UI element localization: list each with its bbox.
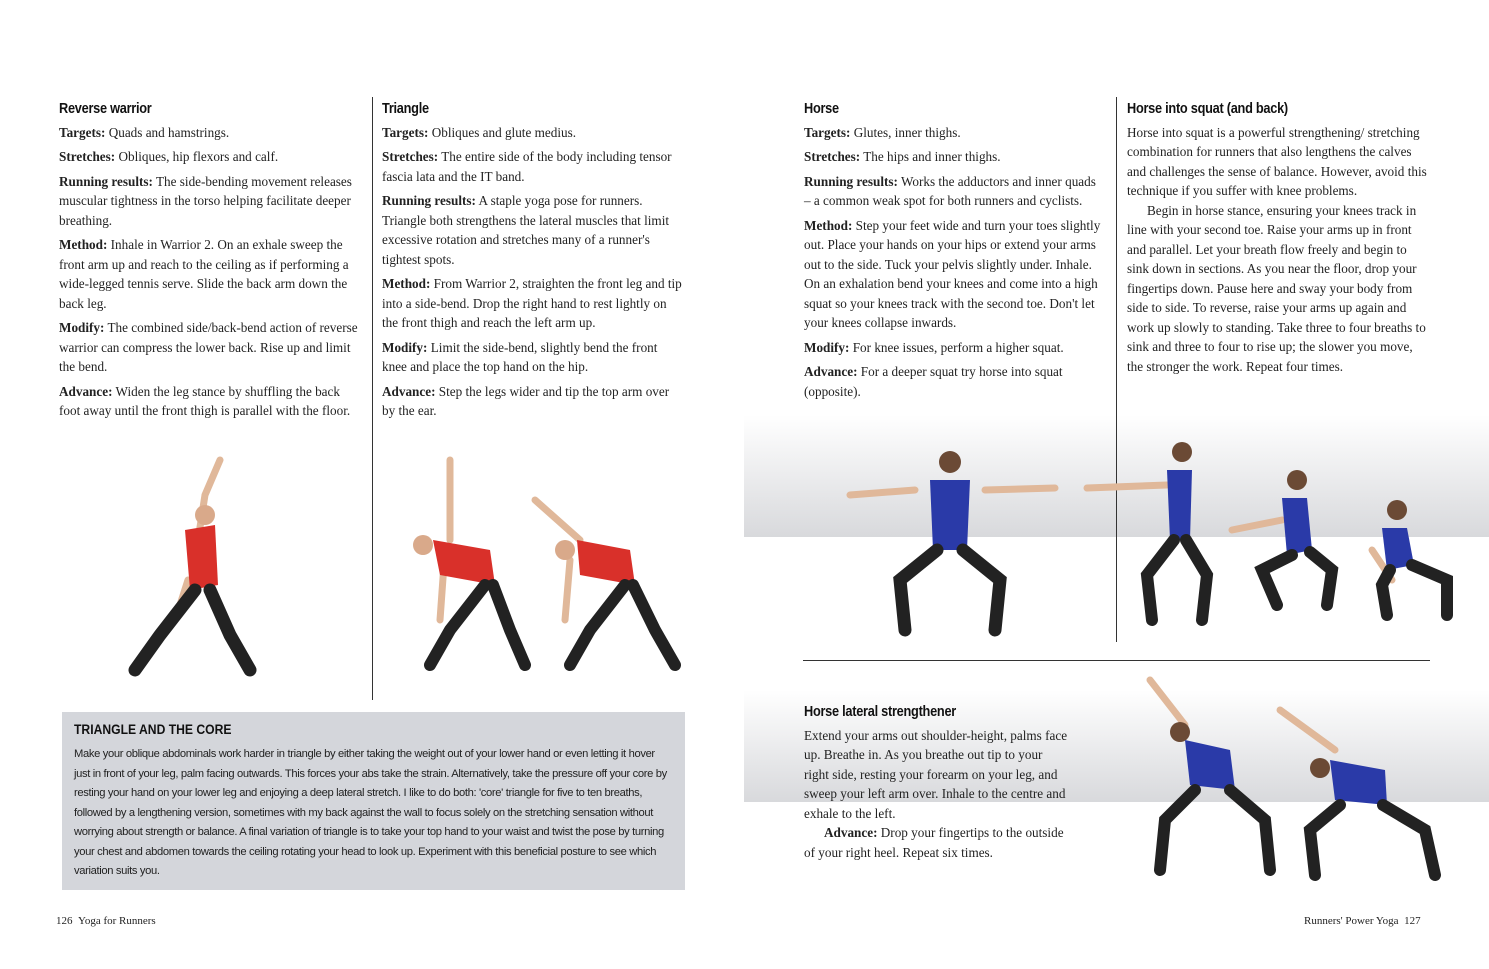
text: Obliques, hip flexors and calf.	[115, 149, 279, 164]
label: Running results:	[59, 173, 153, 189]
sidebar-box	[62, 712, 685, 890]
label: Targets:	[59, 124, 106, 140]
reverse-warrior-photo	[110, 455, 270, 685]
running-title: Yoga for Runners	[78, 915, 156, 927]
page-number: 127	[1404, 915, 1421, 927]
label: Method:	[382, 276, 431, 291]
section-title: Triangle	[382, 101, 429, 117]
triangle-photo-2	[525, 450, 685, 680]
label: Running results:	[804, 173, 898, 189]
label: Stretches:	[59, 149, 116, 164]
label: Modify:	[382, 339, 428, 355]
horse-squat-section	[1127, 100, 1432, 376]
label: Stretches:	[804, 149, 861, 164]
section-title: Horse into squat (and back)	[1127, 101, 1288, 117]
label: Advance:	[59, 383, 113, 399]
paragraph: Extend your arms out shoulder-height, palms face up. Breathe in. As you breathe out tip to your right side, resting your forearm on your leg, and sweep your left arm over. Inhale to the centre and exhale to the left.	[804, 727, 1068, 821]
section-title: Horse	[804, 101, 839, 117]
horse-photo	[845, 450, 1065, 640]
triangle-section	[382, 100, 682, 426]
label: Method:	[804, 217, 853, 233]
label: Advance:	[824, 825, 878, 840]
horse-section	[804, 100, 1104, 406]
section-title: Reverse warrior	[59, 101, 152, 117]
section-rule	[803, 660, 1430, 661]
label: Running results:	[382, 193, 476, 208]
label: Targets:	[804, 124, 851, 140]
label: Advance:	[382, 383, 436, 399]
label: Targets:	[382, 124, 429, 140]
sidebar-text: Make your oblique abdominals work harder in triangle by either taking the weight out of your lower hand or even letting it hover just in front of your leg, palm facing outwards. This forces your abs take the strain. Alternatively, take the pressure off your core by resting your hand on your lower leg and enjoying a deep lateral stretch. I like to do both: 'core' triangle for five to ten breaths, followed by a lengthening version, sometimes with my back against the wall to focus solely on the stretching sensation without worrying about strength or balance. A final variation of triangle is to take your top hand to your waist and twist the pose by turning your chest and abdomen towards the ceiling rotating your head to look up. Experiment with this beneficial posture to see which variation suits you.	[74, 748, 667, 877]
horse-lateral-section	[804, 703, 1069, 862]
paragraph: Begin in horse stance, ensuring your knees track in line with your second toe. Raise your arms up in front and parallel. Let your breath flow freely and begin to sink down in sections. As you near the floor, drop your fingertips down. Pause here and sway your body from side to side. To reverse, raise your arms up again and work up slowly to standing. Take three to four breaths to sink and three to four to rise up; the slower you move, the stronger the work. Repeat four times.	[1127, 202, 1426, 374]
text: The hips and inner thighs.	[860, 149, 1001, 164]
label: Modify:	[59, 320, 105, 335]
triangle-photo-1	[405, 450, 545, 680]
label: Stretches:	[382, 149, 439, 164]
running-title: Runners' Power Yoga	[1304, 915, 1399, 927]
text: Drop your fingertips to the outside of your right heel. Repeat six times.	[804, 825, 1064, 860]
footer-left	[56, 915, 156, 927]
text: From Warrior 2, straighten the front leg and tip into a side-bend. Drop the right hand to rest lightly on the front thigh and reach the left arm up.	[382, 276, 682, 330]
column-divider	[372, 97, 373, 700]
label: Method:	[59, 237, 108, 252]
section-title: Horse lateral strengthener	[804, 704, 956, 720]
text: Limit the side-bend, slightly bend the front knee and place the top hand on the hip.	[382, 339, 658, 374]
text: Works the adductors and inner quads – a common weak spot for both runners and cyclists.	[804, 173, 1096, 208]
text: The side-bending movement releases muscular tightness in the torso helping facilitate deeper breathing.	[59, 173, 352, 228]
horse-lateral-photo-2	[1275, 670, 1455, 885]
text: A staple yoga pose for runners. Triangle both strengthens the lateral muscles that limit excessive rotation and stretches many of a runner's tightest spots.	[382, 193, 670, 267]
reverse-warrior-section	[59, 100, 361, 426]
text: The entire side of the body including tensor fascia lata and the IT band.	[382, 149, 672, 184]
text: The combined side/back-bend action of reverse warrior can compress the lower back. Rise up and limit the bend.	[59, 320, 358, 374]
horse-lateral-photo-1	[1140, 670, 1290, 885]
text: Inhale in Warrior 2. On an exhale sweep the front arm up and reach to the ceiling as if performing a wide-legged tennis serve. Slide the back arm down the back leg.	[59, 237, 349, 311]
sidebar-title: TRIANGLE AND THE CORE	[74, 722, 232, 737]
paragraph: Horse into squat is a powerful strengthening/ stretching combination for runners that also lengthens the calves and challenges the sense of balance. However, avoid this technique if you suffer with knee problems.	[1127, 124, 1427, 198]
text: For knee issues, perform a higher squat.	[849, 339, 1064, 355]
text: Widen the leg stance by shuffling the back foot away until the front thigh is parallel with the floor.	[59, 383, 351, 418]
footer-right	[1304, 915, 1421, 927]
text: Glutes, inner thighs.	[850, 124, 961, 140]
label: Advance:	[804, 364, 858, 379]
text: Step the legs wider and tip the top arm over by the ear.	[382, 383, 670, 418]
text: Step your feet wide and turn your toes slightly out. Place your hands on your hips or extend your arms out to the side. Tuck your pelvis slightly under. Inhale. On an exhalation bend your knees and come into a high squat so your knees track with the second toe. Don't let your knees collapse inwards.	[804, 217, 1101, 330]
horse-squat-photo-sequence	[1082, 440, 1462, 640]
text: For a deeper squat try horse into squat (opposite).	[804, 364, 1063, 399]
text: Obliques and glute medius.	[428, 124, 577, 140]
text: Quads and hamstrings.	[105, 124, 230, 140]
label: Modify:	[804, 339, 850, 355]
page-number: 126	[56, 915, 73, 927]
